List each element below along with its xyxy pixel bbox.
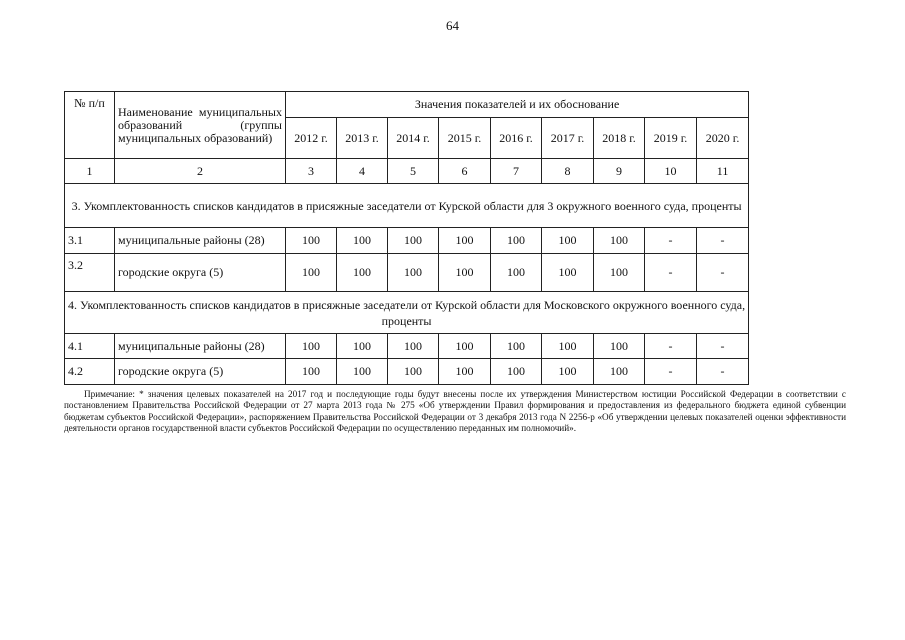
- row-value: 100: [388, 254, 439, 292]
- row-value: 100: [491, 359, 542, 385]
- table-row: [65, 254, 749, 292]
- column-number: 1: [65, 159, 115, 184]
- header-year: 2019 г.: [645, 118, 697, 159]
- header-year: 2013 г.: [337, 118, 388, 159]
- header-year: 2017 г.: [542, 118, 594, 159]
- row-value: 100: [542, 334, 594, 359]
- row-value: 100: [388, 359, 439, 385]
- column-number: 7: [491, 159, 542, 184]
- row-value: 100: [337, 359, 388, 385]
- row-value: 100: [337, 228, 388, 254]
- column-number: 2: [115, 159, 286, 184]
- row-value: 100: [491, 334, 542, 359]
- column-number: 10: [645, 159, 697, 184]
- section-row: [65, 184, 749, 228]
- row-value: 100: [542, 359, 594, 385]
- row-value: -: [697, 334, 749, 359]
- row-name: муниципальные районы (28): [115, 334, 286, 359]
- row-value: 100: [491, 228, 542, 254]
- column-number: 3: [286, 159, 337, 184]
- row-value: 100: [337, 334, 388, 359]
- row-value: 100: [594, 359, 645, 385]
- row-value: 100: [594, 254, 645, 292]
- row-number: 3.1: [65, 228, 115, 254]
- row-value: -: [697, 359, 749, 385]
- row-value: 100: [337, 254, 388, 292]
- row-value: -: [697, 228, 749, 254]
- section-row: [65, 292, 749, 334]
- header-name: Наименование муниципальных образований (группы муниципальных образований): [115, 92, 286, 159]
- header-row: [65, 92, 749, 118]
- table-row: [65, 359, 749, 385]
- column-number: 5: [388, 159, 439, 184]
- row-name: городские округа (5): [115, 359, 286, 385]
- section-title: 3. Укомплектованность списков кандидатов в присяжные заседатели от Курской области для 3 окружного военного суда, проценты: [65, 184, 749, 228]
- column-number: 6: [439, 159, 491, 184]
- row-number: 4.1: [65, 334, 115, 359]
- row-value: 100: [388, 334, 439, 359]
- row-name: муниципальные районы (28): [115, 228, 286, 254]
- row-value: 100: [594, 334, 645, 359]
- header-num: № п/п: [65, 92, 115, 159]
- section-title: 4. Укомплектованность списков кандидатов в присяжные заседатели от Курской области для Московского окружного военного суда, проценты: [65, 292, 749, 334]
- row-value: 100: [439, 254, 491, 292]
- column-number: 9: [594, 159, 645, 184]
- row-value: 100: [542, 228, 594, 254]
- row-value: -: [645, 254, 697, 292]
- header-year: 2020 г.: [697, 118, 749, 159]
- header-year: 2018 г.: [594, 118, 645, 159]
- table-row: [65, 228, 749, 254]
- page-number: 64: [446, 18, 459, 33]
- row-value: -: [645, 334, 697, 359]
- column-number: 8: [542, 159, 594, 184]
- header-year: 2016 г.: [491, 118, 542, 159]
- row-value: -: [645, 359, 697, 385]
- row-name: городские округа (5): [115, 254, 286, 292]
- row-value: 100: [594, 228, 645, 254]
- row-value: 100: [286, 359, 337, 385]
- row-value: 100: [286, 334, 337, 359]
- column-numbers-row: [65, 159, 749, 184]
- header-year: 2012 г.: [286, 118, 337, 159]
- header-year: 2015 г.: [439, 118, 491, 159]
- row-value: -: [645, 228, 697, 254]
- column-number: 4: [337, 159, 388, 184]
- row-value: 100: [439, 228, 491, 254]
- header-values-group: Значения показателей и их обоснование: [286, 92, 749, 118]
- table-row: [65, 334, 749, 359]
- indicators-table: [64, 91, 749, 385]
- row-value: -: [697, 254, 749, 292]
- row-value: 100: [439, 334, 491, 359]
- row-number: 3.2: [65, 254, 115, 292]
- row-value: 100: [286, 254, 337, 292]
- row-value: 100: [388, 228, 439, 254]
- column-number: 11: [697, 159, 749, 184]
- header-year: 2014 г.: [388, 118, 439, 159]
- row-value: 100: [439, 359, 491, 385]
- row-number: 4.2: [65, 359, 115, 385]
- row-value: 100: [542, 254, 594, 292]
- footnote: Примечание: * значения целевых показателей на 2017 год и последующие годы будут внесены после их утверждения Министерством юстиции Российской Федерации в соответствии с постановлением Правительства Российской Федерации от 27 марта 2013 года № 275 «Об утверждении Правил формирования и предоставления из федерального бюджета единой субвенции бюджетам субъектов Российской Федерации», распоряжением Правительства Российской Федерации от 3 декабря 2013 года N 2256-р «Об утверждении целевых показателей оценки эффективности деятельности органов государственной власти субъектов Российской Федерации по осуществлению переданных им полномочий».: [64, 389, 846, 434]
- row-value: 100: [286, 228, 337, 254]
- row-value: 100: [491, 254, 542, 292]
